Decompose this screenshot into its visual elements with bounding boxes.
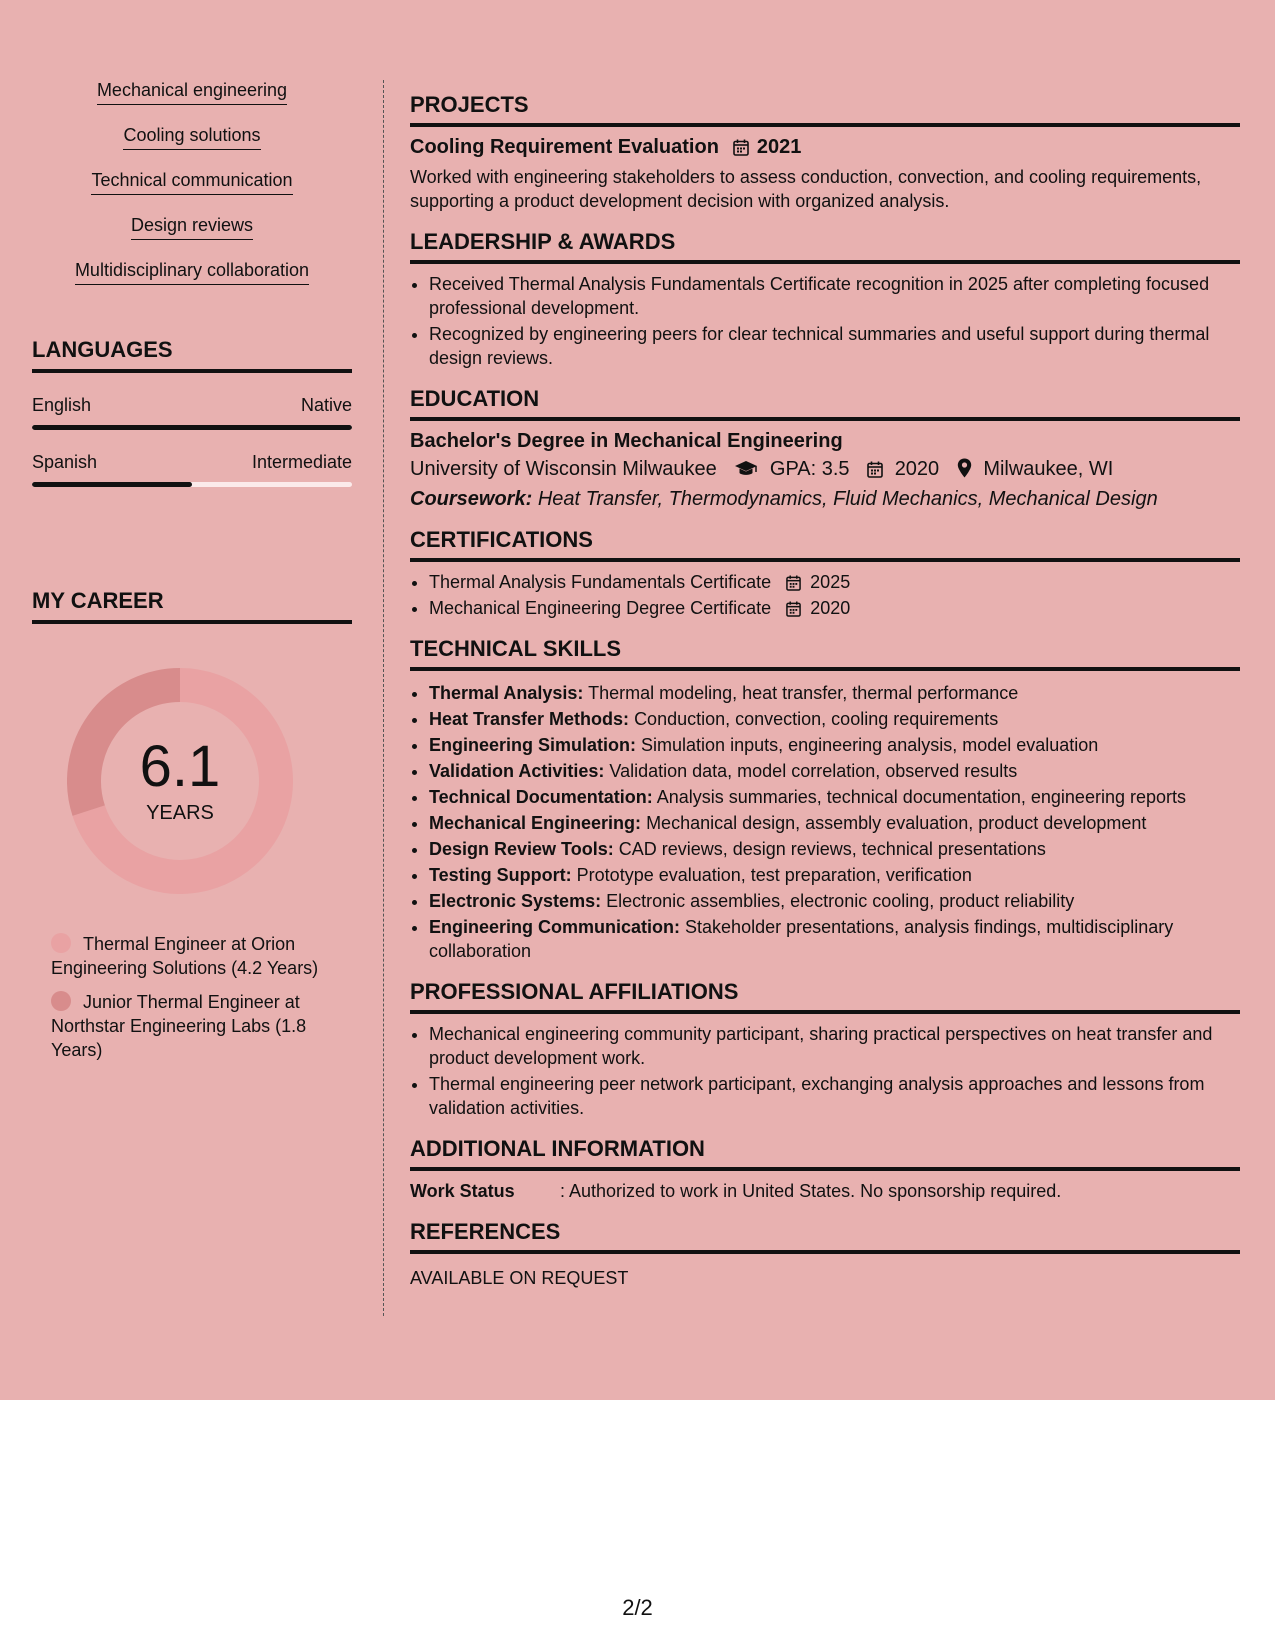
certification-year: 2025 (810, 572, 851, 592)
graduation-cap-icon (734, 460, 758, 478)
skill-item (429, 681, 1240, 705)
skill-value: Validation data, model correlation, observed results (609, 761, 1018, 781)
skill-label: Testing Support: (429, 865, 572, 885)
language-row (32, 395, 352, 430)
technical-skills-section (410, 636, 1240, 963)
languages-section (32, 337, 352, 487)
skill-label: Design Review Tools: (429, 839, 614, 859)
education-year: 2020 (894, 458, 940, 480)
calendar-icon (867, 461, 883, 478)
skill-item (429, 811, 1240, 835)
skill-value: Electronic assemblies, electronic cooling, product reliability (606, 891, 1075, 911)
career-years-unit: YEARS (146, 801, 214, 824)
language-name: Spanish (32, 452, 98, 472)
coursework-list: Heat Transfer, Thermodynamics, Fluid Mechanics, Mechanical Design (537, 488, 1158, 510)
skill-label: Validation Activities: (429, 761, 605, 781)
skill-item (429, 915, 1240, 963)
skill-item (429, 837, 1240, 861)
career-item-text: Junior Thermal Engineer at Northstar Engineering Labs (1.8 Years) (51, 992, 307, 1060)
skill-tag: Design reviews (131, 215, 253, 240)
references-text: AVAILABLE ON REQUEST (410, 1268, 629, 1288)
leadership-item: • Received Thermal Analysis Fundamentals Certificate recognition in 2025 after completing focused professional development. (429, 272, 1240, 320)
skill-value: CAD reviews, design reviews, technical presentations (618, 839, 1046, 859)
career-dot-icon (51, 933, 71, 953)
affiliation-item: • Mechanical engineering community participant, sharing practical perspectives on heat transfer and product development work. (429, 1022, 1240, 1070)
career-item (51, 932, 321, 980)
skill-tag: Technical communication (91, 170, 292, 195)
leadership-heading: LEADERSHIP & AWARDS (410, 229, 1240, 264)
skill-label: Thermal Analysis: (429, 683, 584, 703)
skill-tags (32, 80, 352, 285)
education-degree: Bachelor's Degree in Mechanical Engineering (410, 430, 843, 452)
additional-info-section (410, 1136, 1240, 1203)
work-status-value: : Authorized to work in United States. No sponsorship required. (560, 1181, 1062, 1201)
career-dot-icon (51, 991, 71, 1011)
skill-item (429, 889, 1240, 913)
language-level: Intermediate (251, 452, 352, 472)
career-heading: MY CAREER (32, 588, 352, 624)
language-proficiency-bar (32, 425, 352, 430)
education-location: Milwaukee, WI (983, 458, 1114, 480)
technical-skills-heading: TECHNICAL SKILLS (410, 636, 1240, 671)
calendar-icon (786, 575, 801, 591)
skill-value: Analysis summaries, technical documentation, engineering reports (656, 787, 1186, 807)
leadership-item: • Recognized by engineering peers for clear technical summaries and useful support during thermal design reviews. (429, 322, 1240, 370)
skill-value: Stakeholder presentations, analysis findings, multidisciplinary collaboration (429, 917, 1174, 961)
education-details (410, 457, 1240, 481)
work-status-row (410, 1179, 1240, 1203)
additional-info-heading: ADDITIONAL INFORMATION (410, 1136, 1240, 1171)
language-row (32, 452, 352, 487)
language-name: English (32, 395, 92, 415)
projects-section (410, 92, 1240, 213)
skill-item (429, 759, 1240, 783)
language-proficiency-fill (32, 482, 192, 487)
sidebar (32, 80, 352, 1060)
references-section (410, 1219, 1240, 1290)
skill-item (429, 733, 1240, 757)
career-list (32, 932, 352, 1062)
skill-label: Electronic Systems: (429, 891, 602, 911)
skill-tag: Multidisciplinary collaboration (75, 260, 309, 285)
skill-label: Heat Transfer Methods: (429, 709, 630, 729)
certification-name: Mechanical Engineering Degree Certificate (429, 598, 772, 618)
skill-tag: Cooling solutions (123, 125, 260, 150)
career-section (32, 588, 352, 1072)
skill-label: Engineering Communication: (429, 917, 681, 937)
education-school: University of Wisconsin Milwaukee (410, 458, 717, 480)
certifications-section (410, 527, 1240, 620)
calendar-icon (733, 139, 749, 156)
certification-item (429, 570, 1240, 594)
location-pin-icon (957, 458, 972, 478)
certifications-heading: CERTIFICATIONS (410, 527, 1240, 562)
skill-label: Engineering Simulation: (429, 735, 637, 755)
career-total-years: 6.1 (139, 733, 221, 799)
projects-heading: PROJECTS (410, 92, 1240, 127)
affiliations-section (410, 979, 1240, 1120)
affiliation-item: • Thermal engineering peer network participant, exchanging analysis approaches and lessons from validation activities. (429, 1072, 1240, 1120)
skill-value: Thermal modeling, heat transfer, thermal performance (588, 683, 1019, 703)
certification-item (429, 596, 1240, 620)
skill-item (429, 707, 1240, 731)
affiliations-heading: PROFESSIONAL AFFILIATIONS (410, 979, 1240, 1014)
work-status-label: Work Status (410, 1181, 515, 1201)
column-divider (383, 80, 384, 1316)
certification-name: Thermal Analysis Fundamentals Certificate (429, 572, 772, 592)
education-gpa: GPA: 3.5 (769, 458, 850, 480)
project-description: Worked with engineering stakeholders to assess conduction, convection, and cooling requirements, supporting a product development decision with organized analysis. (410, 167, 1202, 211)
education-heading: EDUCATION (410, 386, 1240, 421)
leadership-section (410, 229, 1240, 370)
skill-item (429, 863, 1240, 887)
skill-value: Mechanical design, assembly evaluation, product development (646, 813, 1147, 833)
education-section (410, 386, 1240, 511)
language-level: Native (300, 395, 352, 415)
education-coursework (410, 487, 1240, 511)
career-donut-chart (67, 668, 293, 894)
language-proficiency-fill (32, 425, 352, 430)
career-item-text: Thermal Engineer at Orion Engineering Solutions (4.2 Years) (51, 934, 319, 978)
skill-value: Prototype evaluation, test preparation, verification (576, 865, 972, 885)
references-heading: REFERENCES (410, 1219, 1240, 1254)
certification-year: 2020 (810, 598, 851, 618)
language-proficiency-bar (32, 482, 352, 487)
project-title-row (410, 135, 1240, 159)
coursework-label: Coursework: (410, 488, 533, 510)
skill-label: Technical Documentation: (429, 787, 653, 807)
calendar-icon (786, 601, 801, 617)
skill-value: Simulation inputs, engineering analysis, model evaluation (641, 735, 1099, 755)
skill-value: Conduction, convection, cooling requirements (634, 709, 999, 729)
skill-tag: Mechanical engineering (97, 80, 287, 105)
page-number: 2/2 (622, 1595, 653, 1620)
main-content (410, 92, 1240, 1306)
skill-item (429, 785, 1240, 809)
project-year: 2021 (756, 136, 802, 158)
skill-label: Mechanical Engineering: (429, 813, 642, 833)
languages-heading: LANGUAGES (32, 337, 352, 373)
career-item (51, 990, 321, 1062)
project-title: Cooling Requirement Evaluation (410, 136, 719, 158)
